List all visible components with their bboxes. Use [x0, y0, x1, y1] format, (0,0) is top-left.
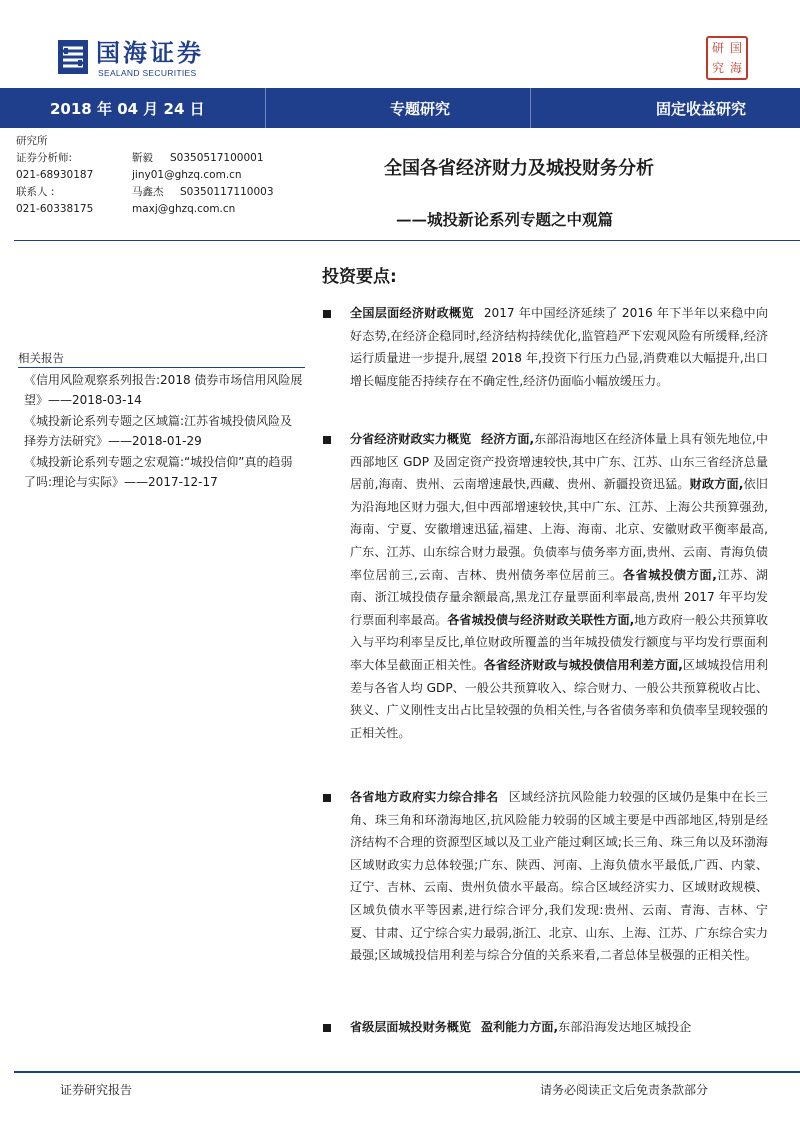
- contact-cert: S0350117110003: [180, 186, 274, 198]
- brand-name-english: SEALAND SECURITIES: [98, 68, 197, 78]
- footer-disclaimer: 请务必阅读正文后免责条款部分: [540, 1083, 709, 1097]
- contact-email[interactable]: maxj@ghzq.com.cn: [132, 203, 236, 215]
- brand-logo-icon: [58, 40, 88, 74]
- institute-label: 研究所: [16, 135, 48, 147]
- related-report-link[interactable]: 《信用风险观察系列报告:2018 债券市场信用风险展望》——2018-03-14: [24, 373, 303, 407]
- key-point-text: 2017 年中国经济延续了 2016 年下半年以来稳中向好态势,在经济企稳同时,经济结构持续优化,监管趋严下宏观风险有所缓释,经济运行质量进一步提升,展望 2018 年,投资下行压力凸显,消费难以大幅提升,出口增长幅度能否持续存在不确定性,经济仍面临小幅放缓压力。: [350, 306, 768, 388]
- title-divider: [14, 240, 800, 241]
- header-divider: [265, 88, 266, 128]
- analyst-phone: 021-68930187: [16, 169, 94, 181]
- related-report-link[interactable]: 《城投新论系列专题之区域篇:江苏省城投债风险及择券方法研究》——2018-01-29: [24, 414, 293, 448]
- contact-label: 联系人 :: [16, 186, 55, 198]
- seal-char: 究: [711, 60, 724, 75]
- header-divider: [530, 88, 531, 128]
- report-section: 固定收益研究: [656, 100, 747, 118]
- header-band: [0, 88, 800, 128]
- report-title: 全国各省经济财力及城投财务分析: [384, 158, 654, 179]
- bullet-icon: [323, 436, 331, 444]
- footer-report-type: 证券研究报告: [60, 1083, 133, 1097]
- contact-name: 马鑫杰: [132, 186, 164, 198]
- brand-name: 国海证券: [96, 39, 204, 67]
- key-points-heading: 投资要点:: [322, 267, 397, 287]
- research-seal: [706, 36, 748, 80]
- analyst-email[interactable]: jiny01@ghzq.com.cn: [132, 169, 242, 181]
- key-point-lead: 全国层面经济财政概览: [350, 306, 474, 320]
- seal-char: 研: [711, 40, 724, 55]
- key-point-lead: 分省经济财政实力概览: [350, 432, 472, 446]
- seal-char: 海: [729, 60, 742, 75]
- analyst-label: 证券分析师:: [16, 152, 73, 164]
- bullet-icon: [323, 310, 331, 318]
- bullet-icon: [323, 794, 331, 802]
- key-point-ranking: [350, 786, 768, 967]
- contact-phone: 021-60338175: [16, 203, 94, 215]
- key-point-lead: 各省地方政府实力综合排名: [350, 790, 499, 804]
- key-point-national: [350, 302, 768, 392]
- related-reports-heading: 相关报告: [18, 351, 64, 365]
- key-point-text: 区域经济抗风险能力较强的区域仍是集中在长三角、珠三角和环渤海地区,抗风险能力较弱的区域主要是中西部地区,特别是经济结构不合理的资源型区域以及工业产能过剩区域;长三角、珠三角以及环渤海区域财政实力总体较强;广东、陕西、河南、上海负债水平最低,广西、内蒙、辽宁、吉林、云南、贵州负债水平最高。综合区域经济实力、区域财政规模、区域负债水平等因素,进行综合评分,我们发现:贵州、云南、青海、吉林、宁夏、甘肃、辽宁综合实力最弱,浙江、北京、山东、上海、江苏、广东综合实力最强;区域城投信用利差与综合分值的关系来看,二者总体呈极强的正相关性。: [350, 790, 768, 963]
- related-divider: [18, 367, 305, 368]
- analyst-cert: S0350517100001: [170, 152, 264, 164]
- report-date: 2018 年 04 月 24 日: [50, 100, 205, 118]
- report-subtitle: ——城投新论系列专题之中观篇: [396, 210, 614, 229]
- key-point-lead: 省级层面城投财务概览: [350, 1020, 471, 1034]
- key-point-finance: 省级层面城投财务概览 盈利能力方面,东部沿海发达地区城投企: [350, 1020, 692, 1034]
- seal-char: 国: [729, 40, 742, 55]
- analyst-name: 靳毅: [132, 152, 153, 164]
- key-point-provincial: 分省经济财政实力概览 经济方面,东部沿海地区在经济体量上具有领先地位,中西部地区 GDP 及固定资产投资增速较快,其中广东、江苏、山东三省经济总量居前,海南、贵州、云南增速最快,西藏、贵州、新疆投资迅猛。财政方面,依旧为沿海地区财力强大,但中西部增速较快,其中广东、江苏、上海公共预算强劲,海南、宁夏、安徽增速迅猛,福建、上海、海南、北京、安徽财政平衡率最高,广东、江苏、山东综合财力最强。负债率与债务率方面,贵州、云南、青海负债率位居前三,云南、吉林、贵州债务率位居前三。各省城投债方面,江苏、湖南、浙江城投债存量余额最高,黑龙江存量票面利率最高,贵州 2017 年平均发行票面利率最高。各省城投债与经济财政关联性方面,地方政府一般公共预算收入与平均利率呈反比,单位财政所覆盖的当年城投债发行额度与平均发行票面利率大体呈截面正相关性。各省经济财政与城投债信用利差方面,区域城投信用利差与各省人均 GDP、一般公共预算收入、综合财力、一般公共预算税收占比、狭义、广义刚性支出占比呈较强的负相关性,与各省债务率和负债率呈现较强的正相关性。: [350, 432, 768, 740]
- bullet-icon: [323, 1024, 331, 1032]
- footer-divider: [14, 1071, 800, 1073]
- related-report-link[interactable]: 《城投新论系列专题之宏观篇:“城投信仰”真的趋弱了吗:理论与实际》——2017-12-17: [24, 455, 293, 489]
- report-category: 专题研究: [390, 100, 451, 118]
